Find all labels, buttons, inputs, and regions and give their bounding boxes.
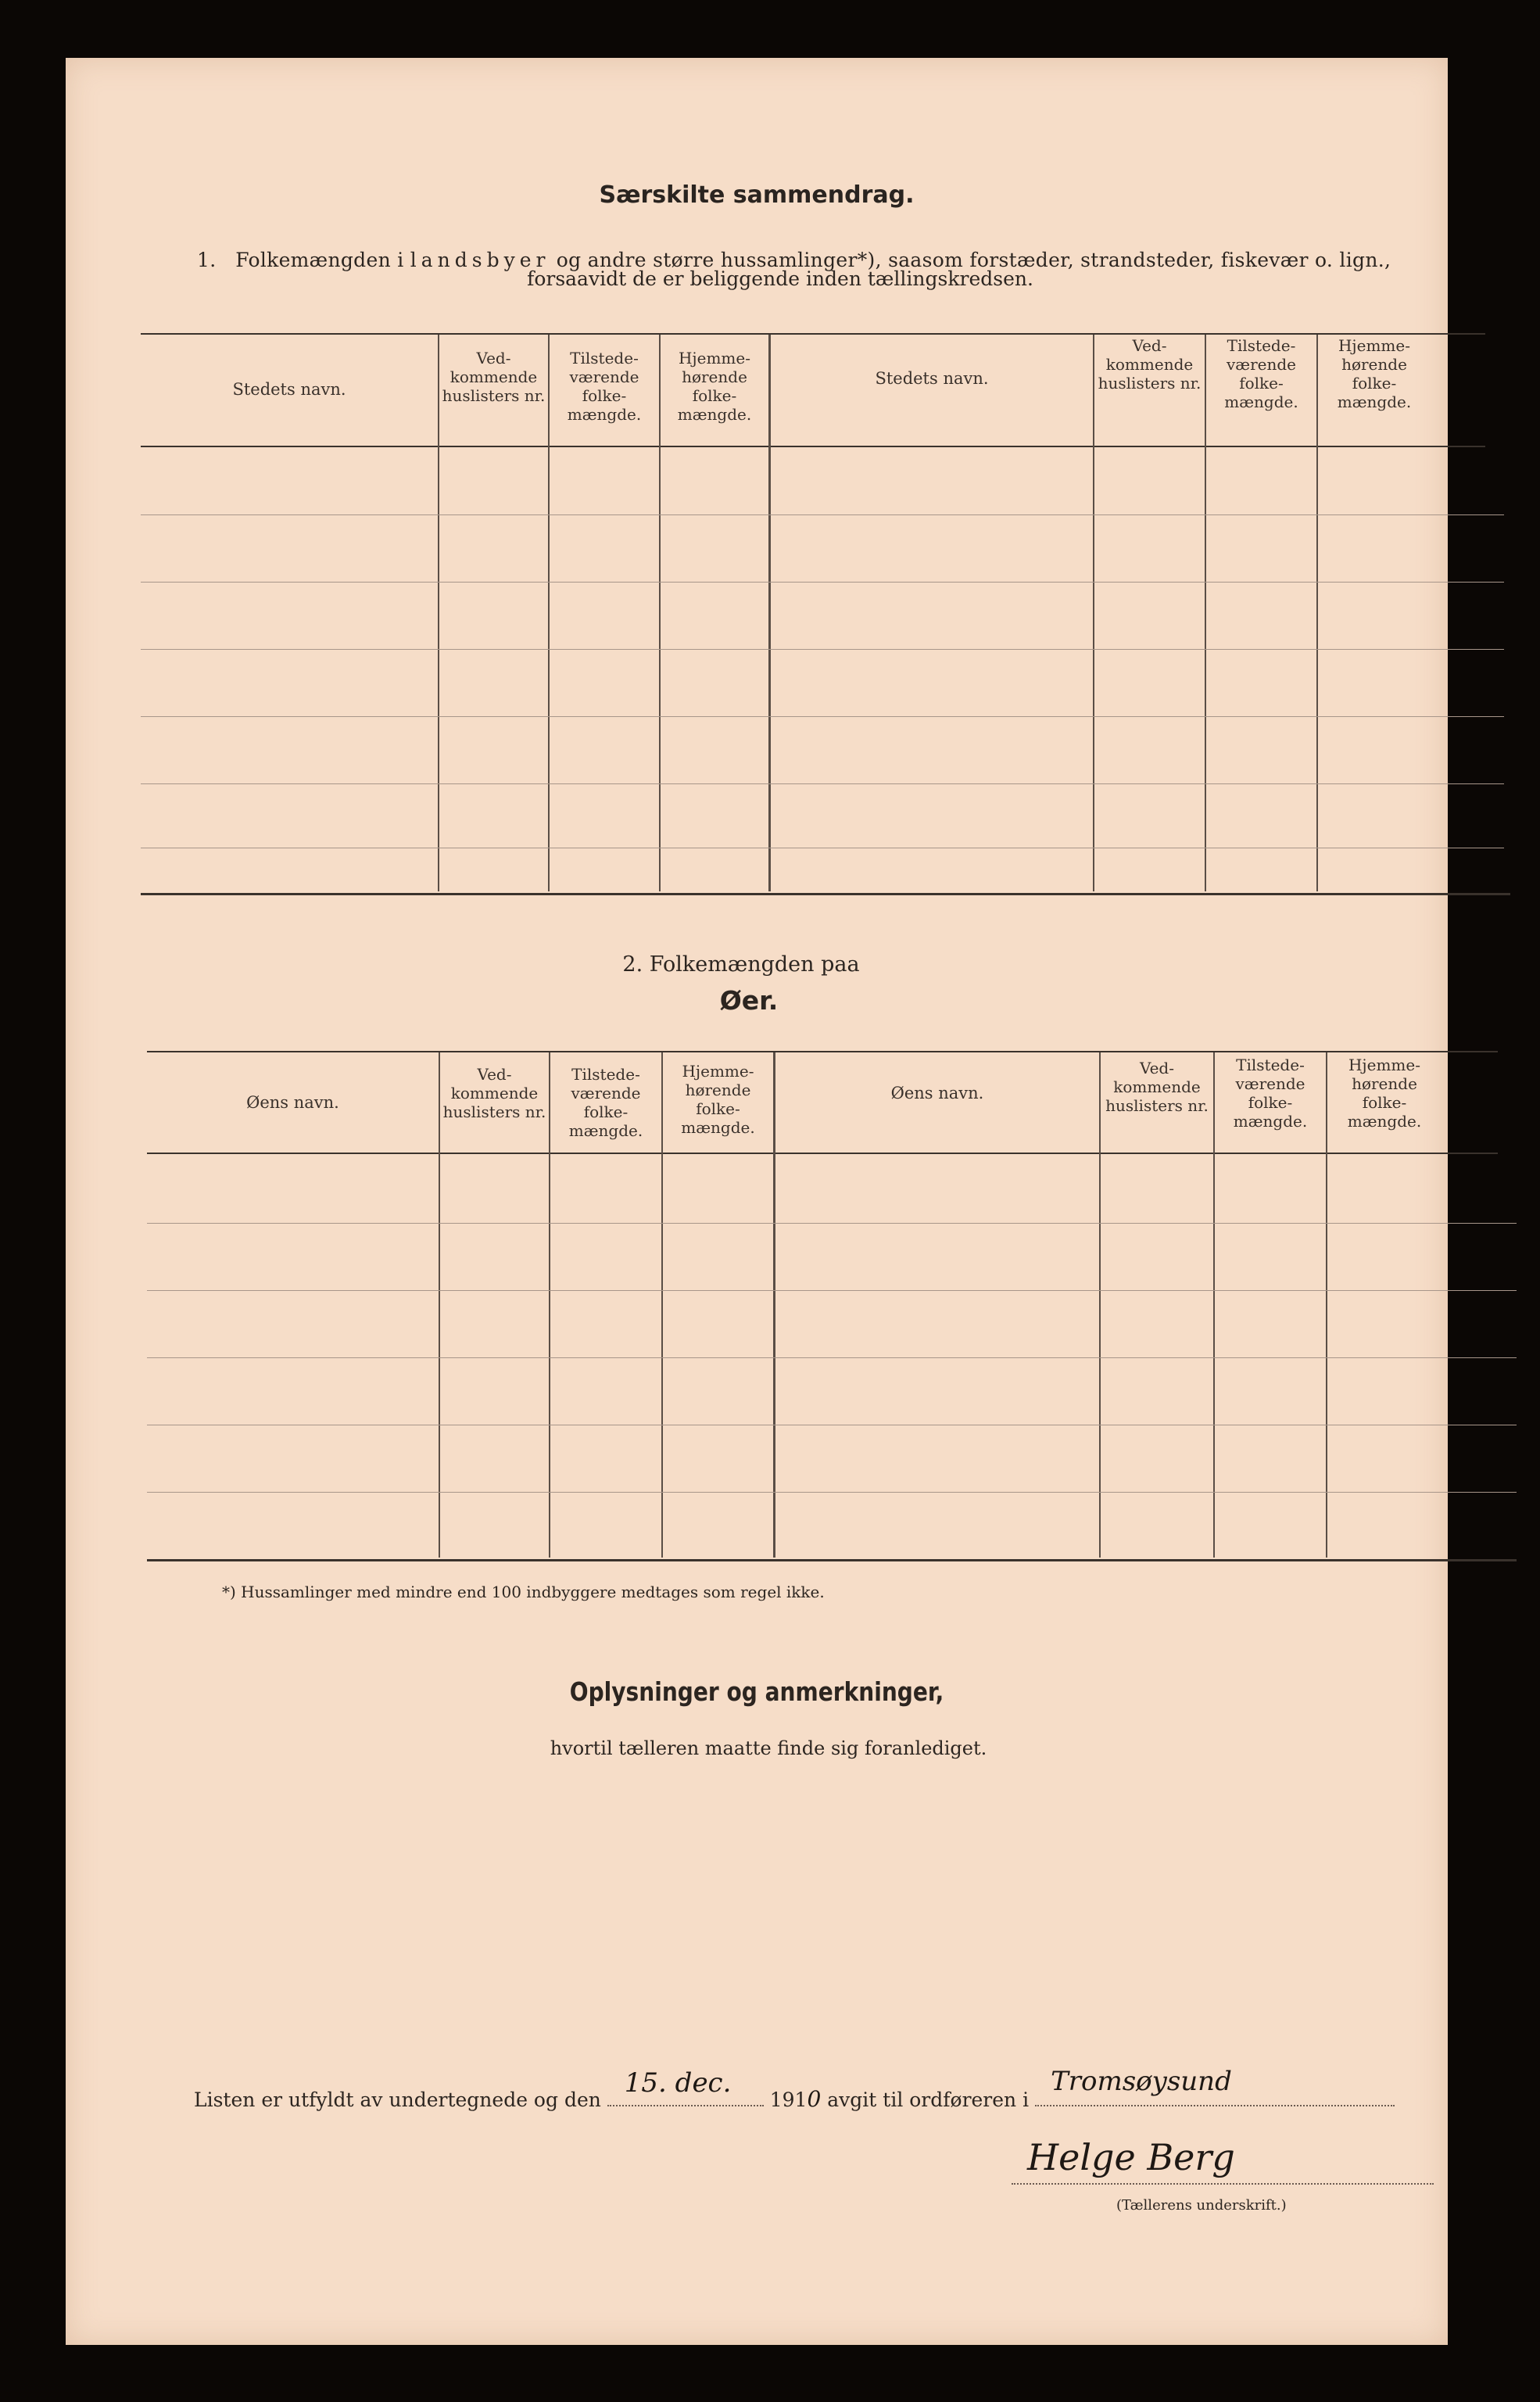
section2-title: Øer. — [719, 985, 779, 1016]
signature-field — [1012, 2183, 1434, 2185]
footnote: *) Hussamlinger med mindre end 100 indbyggere medtages som regel ikke. — [222, 1583, 825, 1601]
signoff-text-b: avgit til ordføreren i — [827, 2088, 1030, 2111]
header-huslisters-left: Ved-kommende huslisters nr. — [442, 349, 546, 405]
remarks-subtitle: hvortil tælleren maatte finde sig foranlediget. — [550, 1737, 987, 1759]
header-hjemmehorende-left: Hjemme-hørende folke-mængde. — [677, 349, 752, 424]
section2-heading: 2. Folkemængden paa — [622, 952, 860, 977]
place-field — [1035, 2066, 1395, 2106]
header-huslisters-right: Ved-kommende huslisters nr. — [1098, 336, 1202, 393]
year-handwritten: 0 — [807, 2086, 822, 2112]
year-prefix: 191 — [769, 2088, 808, 2111]
header-stedets-navn-right: Stedets navn. — [875, 369, 989, 388]
signoff-line — [194, 2066, 1395, 2112]
place-handwritten: Tromsøysund — [1051, 2066, 1232, 2097]
section1-number: 1. — [197, 249, 217, 271]
section1-text-spaced: landsbyer — [410, 249, 550, 271]
signoff-text-a: Listen er utfyldt av undertegnede og den — [194, 2088, 601, 2111]
header-stedets-navn-left: Stedets navn. — [232, 380, 346, 399]
header-huslisters-oer-right: Ved-kommende huslisters nr. — [1105, 1059, 1209, 1115]
page-title: Særskilte sammendrag. — [599, 181, 915, 209]
header-hjemmehorende-oer-right: Hjemme-hørende folke-mængde. — [1347, 1056, 1422, 1131]
header-tilstedevaerende-oer-right: Tilstede-værende folke-mængde. — [1233, 1056, 1308, 1131]
date-handwritten: 15. dec. — [624, 2067, 732, 2099]
header-tilstedevaerende-right: Tilstede-værende folke-mængde. — [1224, 336, 1298, 411]
section1-text-a: Folkemængden i — [235, 249, 404, 271]
signature-label: (Tællerens underskrift.) — [1116, 2197, 1287, 2214]
section1-text-b: og andre større hussamlinger*), saasom forstæder, strandsteder, fiskevær o. lign., — [556, 249, 1391, 271]
header-hjemmehorende-right: Hjemme-hørende folke-mængde. — [1337, 336, 1412, 411]
header-hjemmehorende-oer-left: Hjemme-hørende folke-mængde. — [681, 1062, 755, 1137]
header-oens-navn-right: Øens navn. — [890, 1084, 984, 1102]
header-oens-navn-left: Øens navn. — [246, 1093, 339, 1112]
remarks-title: Oplysninger og anmerkninger, — [569, 1676, 944, 1707]
header-huslisters-oer-left: Ved-kommende huslisters nr. — [442, 1065, 546, 1121]
section1-subheading: forsaavidt de er beliggende inden tællingskredsen. — [527, 267, 1033, 290]
date-field — [607, 2067, 764, 2106]
census-form-page — [66, 58, 1448, 2345]
header-tilstedevaerende-left: Tilstede-værende folke-mængde. — [567, 349, 642, 424]
signature-handwritten: Helge Berg — [1027, 2136, 1235, 2178]
header-tilstedevaerende-oer-left: Tilstede-værende folke-mængde. — [568, 1065, 643, 1140]
